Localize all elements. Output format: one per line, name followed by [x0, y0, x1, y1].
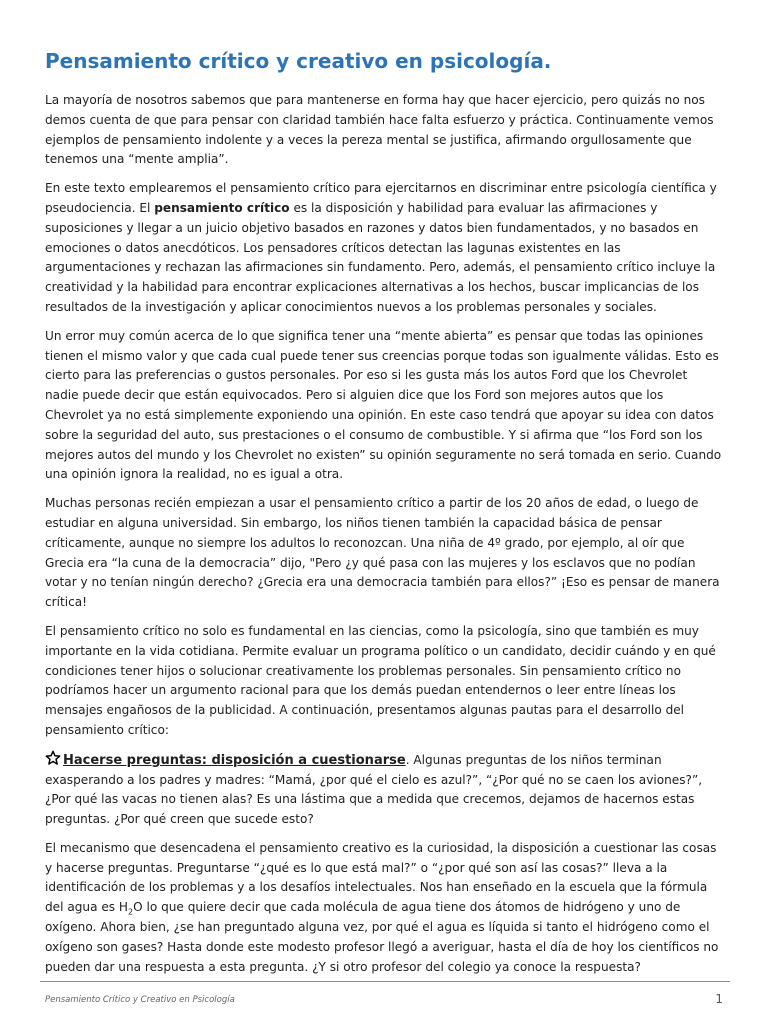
paragraph-open-mind: Un error muy común acerca de lo que significa tener una “mente abierta” es pensar que todas las opiniones tienen el mismo valor y que cada cual puede tener sus creencias porque todas son igualmente válidas. Esto es cierto para las preferencias o gustos personales. Por eso si les gusta más los autos Ford que los Chevrolet nadie puede decir que están equivocados. Pero si alguien dice que los Ford son mejores autos que los Chevrolet ya no está simplemente exponiendo una opinión. En este caso tendrá que apoyar su idea con datos sobre la seguridad del auto, sus prestaciones o el consumo de combustible. Y si afirma que “los Ford son los mejores autos del mundo y los Chevrolet no existen” su opinión seguramente no será tomada en serio. Cuando una opinión ignora la realidad, no es igual a otra.: [45, 328, 722, 482]
page-number: 1: [715, 992, 723, 1006]
paragraph-daily-life: El pensamiento crítico no solo es fundamental en las ciencias, como la psicología, sino que también es muy importante en la vida cotidiana. Permite evaluar un programa político o un candidato, decidir cuándo y en qué condiciones tener hijos o solucionar creativamente los problemas personales. Sin pensamiento crítico no podríamos hacer un argumento racional para que los demás puedan entendernos o leer entre líneas los mensajes engañosos de la publicidad. A continuación, presentamos algunas pautas para el desarrollo del pensamiento crítico:: [45, 623, 716, 737]
footer-title: Pensamiento Crítico y Creativo en Psicología: [45, 995, 235, 1005]
paragraph-children: Muchas personas recién empiezan a usar el pensamiento crítico a partir de los 20 años de edad, o luego de estudiar en alguna universidad. Sin embargo, los niños tienen también la capacidad básica de pensar críticamente, aunque no siempre los adultos lo reconozcan. Una niña de 4º grado, por ejemplo, al oír que Grecia era “la cuna de la democracia” dijo, "Pero ¿y qué pasa con las mujeres y los esclavos que no podían votar y no tenían ningún derecho? ¿Grecia era una democracia también para ellos?” ¡Eso es pensar de manera crítica!: [45, 496, 720, 610]
paragraph-definition-start: En este texto emplearemos el pensamiento crítico para ejercitarnos en discriminar entre psicología científica y pseudociencia. El: [45, 181, 717, 215]
document-title: Pensamiento crítico y creativo en psicología.: [45, 49, 552, 73]
term-pensamiento-critico: pensamiento crítico: [154, 200, 290, 215]
star-outline-icon: [45, 750, 61, 766]
paragraph-definition-end: es la disposición y habilidad para evaluar las afirmaciones y suposiciones y llegar a un juicio objetivo basados en razones y datos bien fundamentados, y no basados en emociones o datos anecdóticos. Los pensadores críticos detectan las lagunas existentes en las argumentaciones y rechazan las afirmaciones sin fundamento. Pero, además, el pensamiento crítico incluye la creatividad y la habilidad para encontrar explicaciones alternativas a los hechos, buscar implicancias de los resultados de la investigación y aplicar conocimientos nuevos a los problemas personales y sociales.: [45, 200, 716, 314]
guideline-heading: Hacerse preguntas: disposición a cuestionarse: [63, 752, 406, 768]
paragraph-curiosity: [45, 839, 723, 978]
paragraph-curiosity-start: El mecanismo que desencadena el pensamiento creativo es la curiosidad, la disposición a cuestionar las cosas y hacerse preguntas. Preguntarse “¿qué es lo que está mal?” o “¿por qué son así las cosas?” lleva a la identificación de los problemas y a los desafíos intelectuales. Nos han enseñado en la escuela que la fórmula del agua es H: [45, 840, 717, 915]
footer-divider: [40, 981, 730, 982]
paragraph-curiosity-end: O lo que quiere decir que cada molécula de agua tiene dos átomos de hidrógeno y uno de oxígeno. Ahora bien, ¿se han preguntado alguna vez, por qué el agua es líquida si tanto el hidrógeno como el oxígeno son gases? Hasta donde este modesto profesor llegó a averiguar, hasta el día de hoy los científicos no pueden dar una respuesta a esta pregunta. ¿Y si otro profesor del colegio ya conoce la respuesta?: [45, 900, 719, 974]
subscript-two: 2: [128, 907, 134, 917]
paragraph-questions-text: . Algunas preguntas de los niños terminan exasperando a los padres y madres: “Mamá, ¿por qué el cielo es azul?”, “¿Por qué no se caen los aviones?”, ¿Por qué las vacas no tienen alas? Es una lástima que a medida que crecemos, dejamos de hacernos estas preguntas. ¿Por qué creen que sucede esto?: [45, 752, 703, 827]
paragraph-definition: [45, 179, 723, 318]
document-body: [45, 91, 723, 986]
paragraph-questions: [45, 750, 723, 830]
paragraph-intro: La mayoría de nosotros sabemos que para mantenerse en forma hay que hacer ejercicio, pero quizás no nos demos cuenta de que para pensar con claridad también hace falta esfuerzo y práctica. Continuamente vemos ejemplos de pensamiento indolente y a veces la pereza mental se justifica, afirmando orgullosamente que tenemos una “mente amplia”.: [45, 93, 714, 167]
